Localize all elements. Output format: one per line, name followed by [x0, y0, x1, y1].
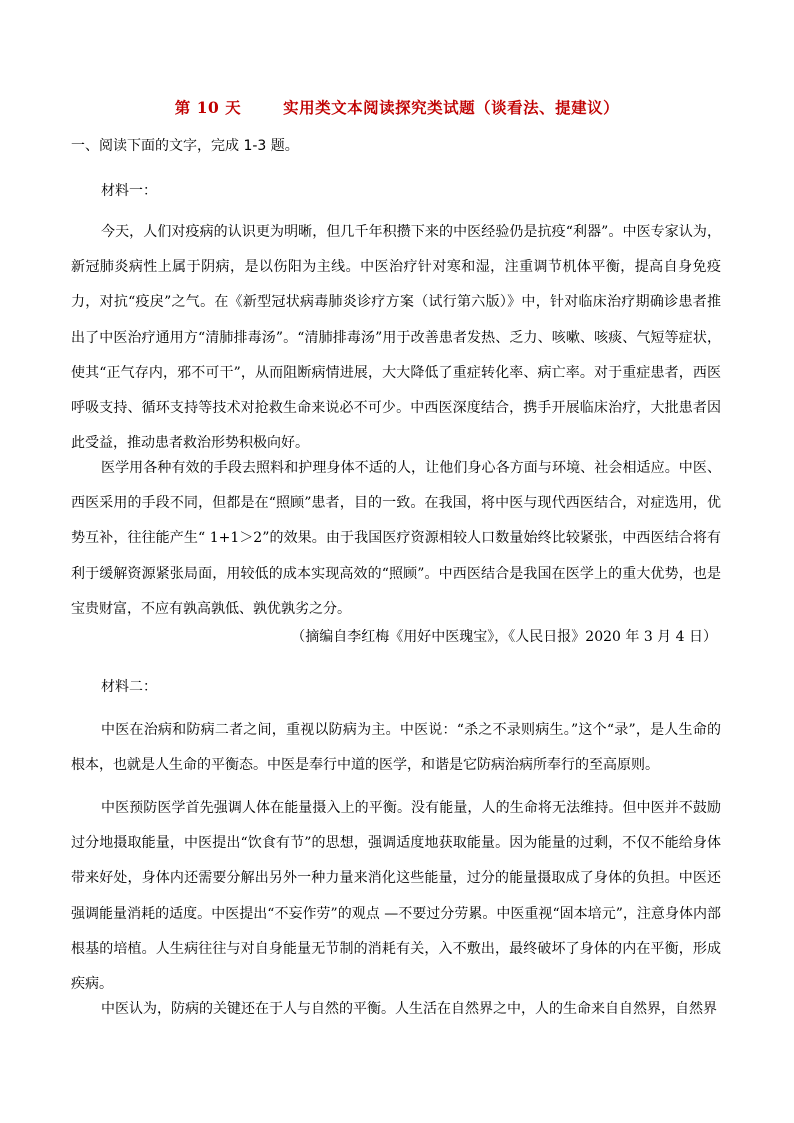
material-two-label: 材料二： — [101, 679, 157, 695]
material-one-paragraph-2: 医学用各种有效的手段去照料和护理身体不适的人，让他们身心各方面与环境、社会相适应。中医、西医采用的手段不同，但都是在“照顾”患者，目的一致。在我国，将中医与现代西医结合，对症选用，优势互补，往往能产生“ 1+1＞2”的效果。由于我国医疗资源相较人口数量始终比较紧张，中西医结合将有利于缓解资源紧张局面，用较低的成本实现高效的“照顾”。中西医结合是我国在医学上的重大优势，也是宝贵财富，不应有孰高孰低、孰优孰劣之分。 — [71, 460, 721, 617]
title-day: 第 10 天 — [174, 98, 242, 117]
material-two-paragraph-3: 中医认为，防病的关键还在于人与自然的平衡。人生活在自然界之中，人的生命来自自然界，自然界 — [101, 1001, 717, 1017]
material-one-source: （摘编自李红梅《用好中医瑰宝》，《人民日报》2020 年 3 月 4 日） — [291, 629, 717, 645]
title-topic: 实用类文本阅读探究类试题（谈看法、提建议） — [283, 98, 620, 117]
page-title — [0, 96, 794, 118]
material-one-label: 材料一： — [101, 183, 157, 199]
material-two-paragraph-1: 中医在治病和防病二者之间，重视以防病为主。中医说：“杀之不录则病生。”这个“录”，是人生命的根本，也就是人生命的平衡态。中医是奉行中道的医学，和谐是它防病治病所奉行的至高原则。 — [71, 722, 721, 774]
section-heading: 一、阅读下面的文字，完成 1-3 题。 — [71, 138, 299, 154]
material-one-paragraph-1: 今天，人们对疫病的认识更为明晰，但几千年积攒下来的中医经验仍是抗疫“利器”。中医专家认为，新冠肺炎病性上属于阴病，是以伤阳为主线。中医治疗针对寒和湿，注重调节机体平衡，提高自身免疫力，对抗“疫戾”之气。在《新型冠状病毒肺炎诊疗方案（试行第六版）》中，针对临床治疗期确诊患者推出了中医治疗通用方“清肺排毒汤”。“清肺排毒汤”用于改善患者发热、乏力、咳嗽、咳痰、气短等症状，使其“正气存内，邪不可干”，从而阻断病情进展，大大降低了重症转化率、病亡率。对于重症患者，西医呼吸支持、循环支持等技术对抢救生命来说必不可少。中西医深度结合，携手开展临床治疗，大批患者因此受益，推动患者救治形势积极向好。 — [71, 224, 721, 452]
material-two-paragraph-2: 中医预防医学首先强调人体在能量摄入上的平衡。没有能量，人的生命将无法维持。但中医并不鼓励过分地摄取能量，中医提出“饮食有节”的思想，强调适度地获取能量。因为能量的过剩，不仅不能给身体带来好处，身体内还需要分解出另外一种力量来消化这些能量，过分的能量摄取成了身体的负担。中医还强调能量消耗的适度。中医提出“不妄作劳”的观点 —不要过分劳累。中医重视“固本培元”，注意身体内部根基的培植。人生病往往与对自身能量无节制的消耗有关，入不敷出，最终破坏了身体的内在平衡，形成疾病。 — [71, 800, 721, 993]
